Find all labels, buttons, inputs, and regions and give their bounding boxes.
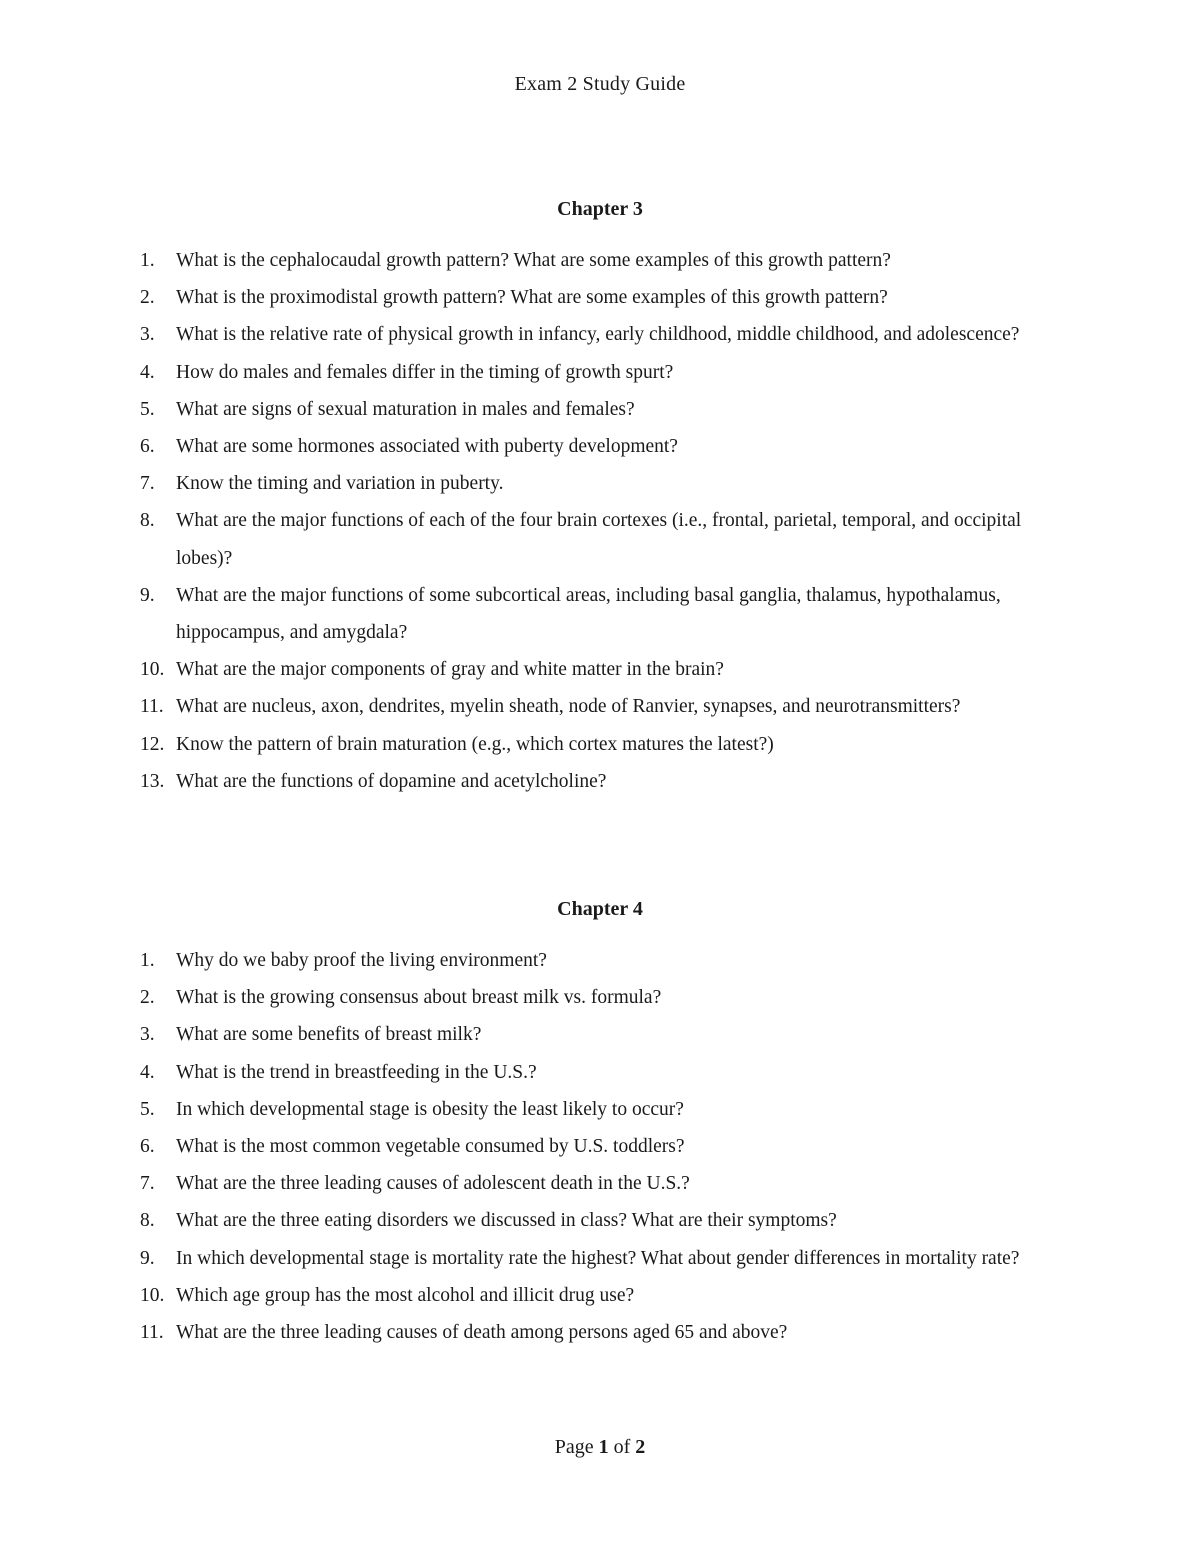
question-text: What is the growing consensus about breast milk vs. formula? (176, 987, 662, 1009)
question-text: What are the major functions of each of the four brain cortexes (i.e., frontal, parietal, temporal, and occipital lobes)? (176, 510, 1022, 569)
question-text: What are nucleus, axon, dendrites, myelin sheath, node of Ranvier, synapses, and neurotransmitters? (176, 696, 961, 718)
question-number: 13. (140, 770, 165, 792)
question-number: 5. (140, 398, 155, 420)
question-item (140, 391, 1060, 428)
question-item (140, 1314, 1060, 1351)
question-number: 12. (140, 733, 165, 755)
question-item (140, 763, 1060, 800)
question-item (140, 1202, 1060, 1239)
question-text: What is the cephalocaudal growth pattern? What are some examples of this growth pattern? (176, 250, 891, 271)
question-number: 6. (140, 436, 155, 458)
question-number: 4. (140, 361, 155, 383)
question-text: What are the three leading causes of death among persons aged 65 and above? (176, 1322, 788, 1344)
question-text: What is the trend in breastfeeding in the U.S.? (176, 1061, 537, 1083)
question-item (140, 577, 1060, 651)
question-text: Know the pattern of brain maturation (e.g., which cortex matures the latest?) (176, 733, 774, 755)
question-item (140, 1091, 1060, 1128)
of-label: of (613, 1436, 631, 1458)
question-text: What is the proximodistal growth pattern? What are some examples of this growth pattern? (176, 287, 888, 309)
question-number: 2. (140, 287, 155, 309)
question-text: Why do we baby proof the living environment? (176, 950, 547, 971)
question-item (140, 354, 1060, 391)
question-number: 9. (140, 1247, 155, 1269)
document-title: Exam 2 Study Guide (514, 73, 686, 95)
question-text: What are some hormones associated with puberty development? (176, 436, 678, 458)
chapter-3-title: Chapter 3 (557, 198, 643, 220)
question-number: 7. (140, 1173, 155, 1195)
question-text: Know the timing and variation in puberty. (176, 473, 504, 495)
question-text: What are the functions of dopamine and acetylcholine? (176, 770, 607, 792)
question-item (140, 1240, 1060, 1277)
question-text: In which developmental stage is obesity the least likely to occur? (176, 1098, 684, 1120)
page-footer (0, 1433, 1200, 1461)
current-page-number: 1 (598, 1436, 609, 1458)
question-item (140, 688, 1060, 725)
question-item (140, 316, 1060, 353)
question-item (140, 502, 1060, 576)
question-number: 10. (140, 659, 165, 681)
question-item (140, 1165, 1060, 1202)
question-text: In which developmental stage is mortality rate the highest? What about gender differences in mortality rate? (176, 1247, 1020, 1269)
question-item (140, 1054, 1060, 1091)
question-item (140, 651, 1060, 688)
question-text: What are the three eating disorders we discussed in class? What are their symptoms? (176, 1210, 837, 1232)
question-item (140, 1128, 1060, 1165)
question-number: 8. (140, 510, 155, 532)
chapter-4-question-list (140, 942, 1060, 1351)
question-number: 2. (140, 987, 155, 1009)
question-text: What are the major components of gray and white matter in the brain? (176, 659, 724, 681)
question-text: How do males and females differ in the timing of growth spurt? (176, 361, 674, 383)
question-text: What is the relative rate of physical growth in infancy, early childhood, middle childhood, and adolescence? (176, 324, 1020, 346)
question-number: 9. (140, 584, 155, 606)
question-number: 6. (140, 1136, 155, 1158)
question-number: 10. (140, 1284, 165, 1306)
question-item (140, 726, 1060, 763)
question-number: 7. (140, 473, 155, 495)
question-item (140, 279, 1060, 316)
chapter-3-question-list (140, 242, 1060, 800)
question-item (140, 465, 1060, 502)
question-number: 1. (140, 950, 155, 971)
question-number: 1. (140, 250, 155, 271)
question-number: 5. (140, 1098, 155, 1120)
question-item (140, 942, 1060, 979)
question-item (140, 1016, 1060, 1053)
question-text: What are the three leading causes of adolescent death in the U.S.? (176, 1173, 690, 1195)
question-item (140, 1277, 1060, 1314)
page-label: Page (554, 1436, 594, 1458)
question-text: What are some benefits of breast milk? (176, 1024, 482, 1046)
question-text: Which age group has the most alcohol and illicit drug use? (176, 1284, 635, 1306)
question-item (140, 979, 1060, 1016)
total-pages-number: 2 (635, 1436, 646, 1458)
question-item (140, 428, 1060, 465)
question-text: What are the major functions of some subcortical areas, including basal ganglia, thalamus, hypothalamus, hippocampus, and amygdala? (176, 584, 1001, 644)
question-number: 4. (140, 1061, 155, 1083)
question-text: What is the most common vegetable consumed by U.S. toddlers? (176, 1136, 685, 1158)
question-number: 11. (140, 696, 164, 718)
question-item (140, 242, 1060, 279)
question-number: 11. (140, 1322, 164, 1344)
question-number: 3. (140, 1024, 155, 1046)
question-number: 3. (140, 324, 155, 346)
question-text: What are signs of sexual maturation in males and females? (176, 398, 635, 420)
chapter-4-title: Chapter 4 (557, 898, 643, 920)
question-number: 8. (140, 1210, 155, 1232)
